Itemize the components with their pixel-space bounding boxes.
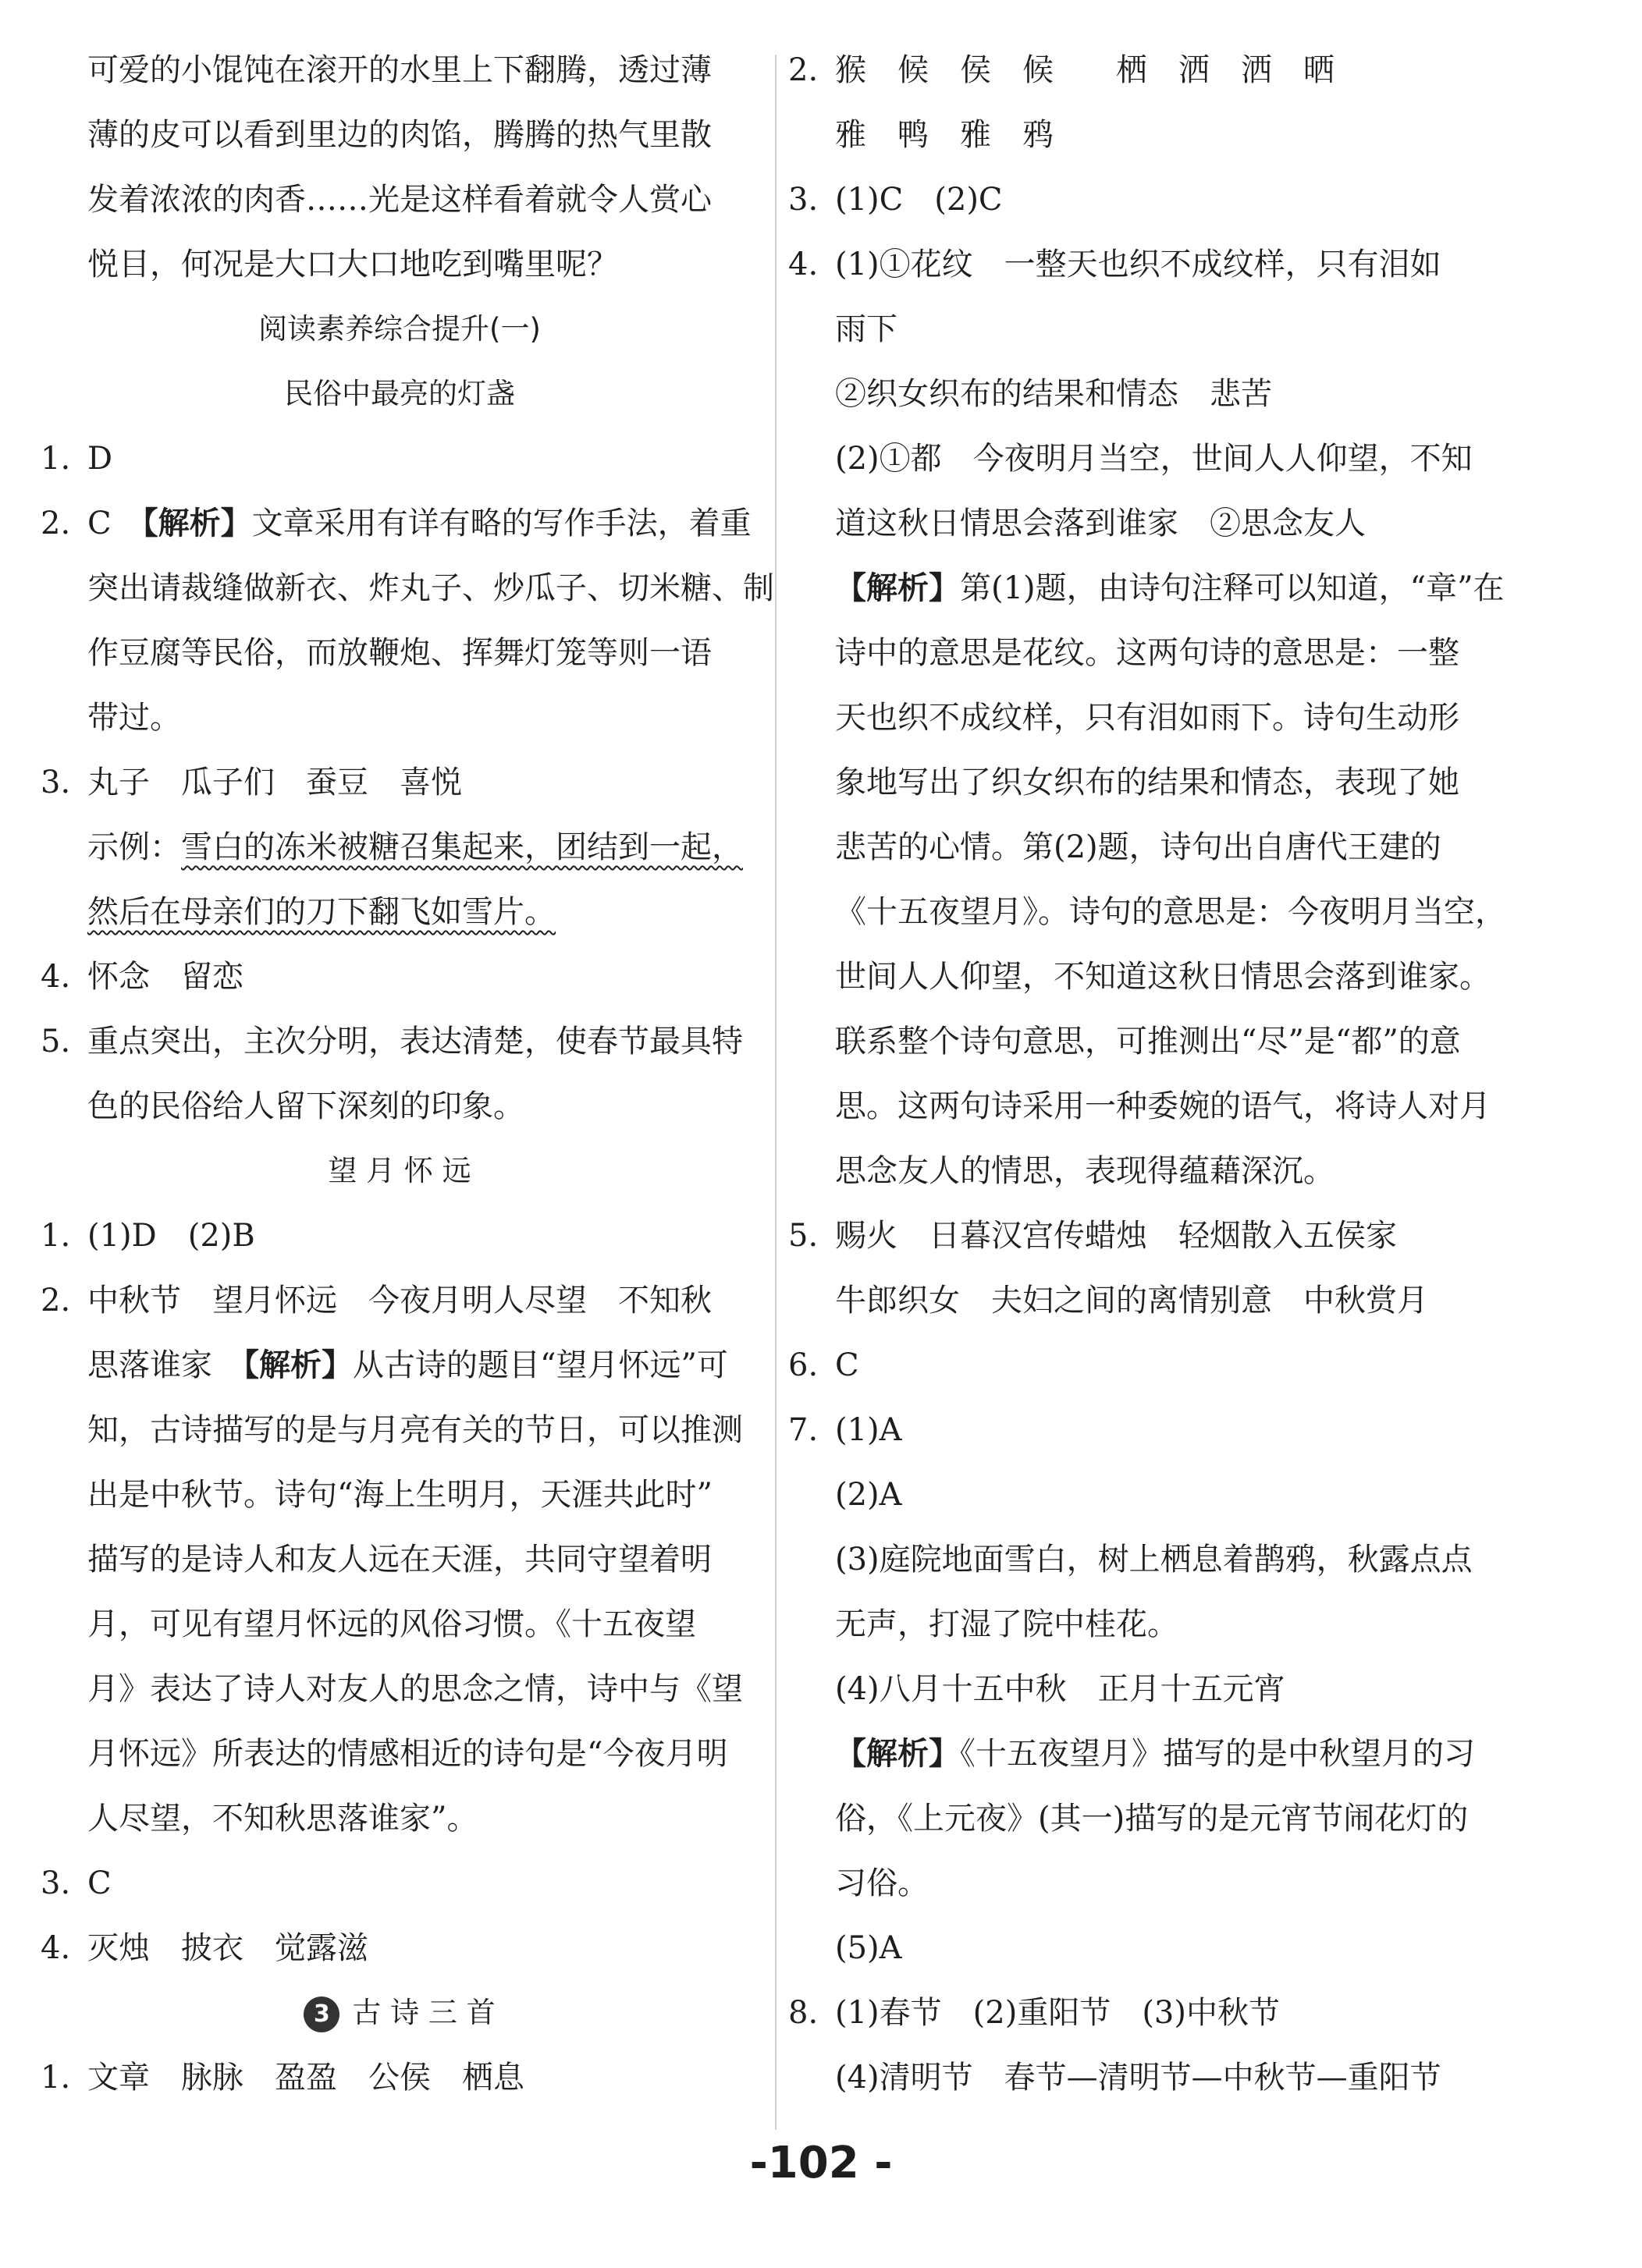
answer-r4-explain: 【解析】第(1)题，由诗句注释可以知道，“章”在	[835, 570, 1505, 606]
answer-r4-line2: 雨下	[835, 311, 897, 347]
answer-b2-line3: 知，古诗描写的是与月亮有关的节日，可以推测	[87, 1412, 743, 1448]
column-divider	[775, 55, 777, 2130]
answer-b2-line5: 描写的是诗人和友人远在天涯，共同守望着明	[87, 1542, 712, 1578]
answer-a5-line2: 色的民俗给人留下深刻的印象。	[87, 1088, 524, 1124]
answer-r4-exp-2: 天也织不成纹样，只有泪如雨下。诗句生动形	[835, 700, 1459, 736]
answer-r7-line3: (3)庭院地面雪白，树上栖息着鹊鸦，秋露点点	[835, 1542, 1473, 1578]
answer-r4-exp-6: 世间人人仰望，不知道这秋日情思会落到谁家。	[835, 959, 1491, 995]
section-title: 阅读素养综合提升(一)	[258, 312, 541, 346]
answer-r7-line4: 无声，打湿了院中桂花。	[835, 1606, 1178, 1642]
answer-r4-line4: (2)①都 今夜明月当空，世间人人仰望，不知	[835, 441, 1473, 477]
answer-r2-line2: 雅 鸭 雅 鸦	[835, 117, 1054, 153]
intro-line-1: 可爱的小馄饨在滚开的水里上下翻腾，透过薄	[87, 52, 712, 88]
answer-a2-line2: 突出请裁缝做新衣、炸丸子、炒瓜子、切米糖、制	[87, 570, 774, 606]
answer-a2-line3: 作豆腐等民俗，而放鞭炮、挥舞灯笼等则一语	[87, 635, 712, 671]
answer-r5-line2: 牛郎织女 夫妇之间的离情别意 中秋赏月	[835, 1283, 1428, 1319]
answer-a3-example: 示例：雪白的冻米被糖召集起来，团结到一起，	[87, 829, 743, 865]
answer-r7-explain: 【解析】《十五夜望月》描写的是中秋望月的习	[835, 1736, 1475, 1772]
lesson-title: 3 古 诗 三 首	[41, 1989, 759, 2036]
answer-r4-exp-7: 联系整个诗句意思，可推测出“尽”是“都”的意	[835, 1024, 1461, 1059]
answer-a3-example-2: 然后在母亲们的刀下翻飞如雪片。	[87, 894, 556, 930]
answer-r8-line2: (4)清明节 春节—清明节—中秋节—重阳节	[835, 2060, 1441, 2096]
answer-b2-line4: 出是中秋节。诗句“海上生明月，天涯共此时”	[87, 1477, 713, 1513]
answer-r4-line5: 道这秋日情思会落到谁家 ②思念友人	[835, 506, 1366, 541]
answer-b2-line9: 人尽望，不知秋思落谁家”。	[87, 1801, 478, 1837]
answer-r4-exp-4: 悲苦的心情。第(2)题，诗句出自唐代王建的	[835, 829, 1441, 865]
answer-r7-last: (5)A	[835, 1930, 902, 1966]
lesson-number-badge: 3	[304, 1996, 339, 2032]
answer-r4-line3: ②织女织布的结果和情态 悲苦	[835, 376, 1272, 412]
answer-r4-exp-5: 《十五夜望月》。诗句的意思是：今夜明月当空，	[835, 894, 1506, 930]
answer-r7-exp-1: 俗，《上元夜》(其一)描写的是元宵节闹花灯的	[835, 1801, 1469, 1837]
answer-r7-line2: (2)A	[835, 1477, 902, 1513]
answer-b2-line6: 月，可见有望月怀远的风俗习惯。《十五夜望	[87, 1606, 696, 1642]
intro-line-2: 薄的皮可以看到里边的肉馅，腾腾的热气里散	[87, 117, 712, 153]
answer-r4-exp-9: 思念友人的情思，表现得蕴藉深沉。	[835, 1153, 1335, 1189]
answer-r7-line5: (4)八月十五中秋 正月十五元宵	[835, 1671, 1285, 1707]
answer-r4-exp-3: 象地写出了织女织布的结果和情态，表现了她	[835, 765, 1459, 800]
answer-r7-exp-2: 习俗。	[835, 1865, 929, 1901]
article-title-1: 民俗中最亮的灯盏	[284, 377, 515, 410]
answer-b2-line7: 月》表达了诗人对友人的思念之情，诗中与《望	[87, 1671, 743, 1707]
answer-b2-line2: 思落谁家 【解析】从古诗的题目“望月怀远”可	[87, 1347, 728, 1383]
answer-r4-exp-8: 思。这两句诗采用一种委婉的语气，将诗人对月	[835, 1088, 1491, 1124]
answer-r4-exp-1: 诗中的意思是花纹。这两句诗的意思是：一整	[835, 635, 1459, 671]
intro-line-3: 发着浓浓的肉香……光是这样看着就令人赏心	[87, 182, 712, 218]
answer-a2-line4: 带过。	[87, 700, 181, 736]
answer-b2-line8: 月怀远》所表达的情感相近的诗句是“今夜月明	[87, 1736, 728, 1772]
article-title-2: 望 月 怀 远	[328, 1154, 471, 1187]
page-number: -102 -	[749, 2138, 893, 2188]
intro-line-4: 悦目，何况是大口大口地吃到嘴里呢？	[87, 247, 618, 282]
